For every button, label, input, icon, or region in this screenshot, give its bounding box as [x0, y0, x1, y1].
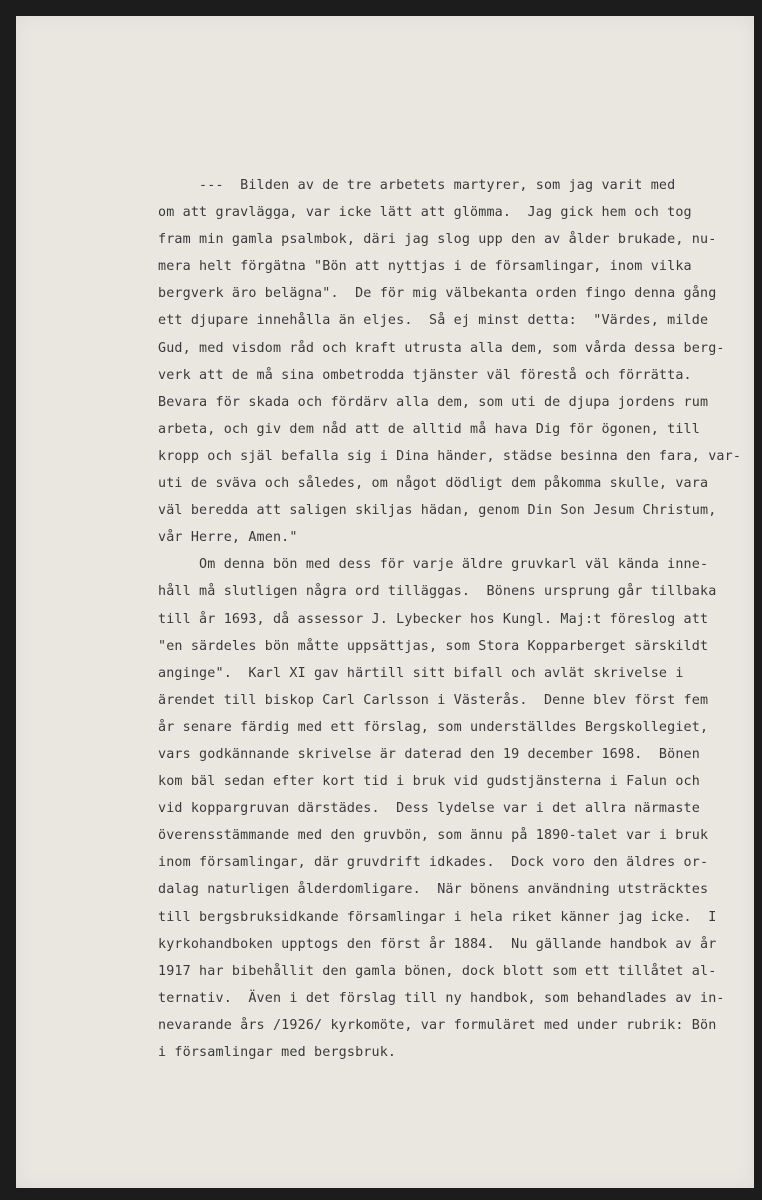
text-line: --- Bilden av de tre arbetets martyrer, som jag varit med [158, 178, 676, 193]
text-line: kyrkohandboken upptogs den först år 1884. Nu gällande handbok av år [158, 936, 717, 952]
text-line: verk att de må sina ombetrodda tjänster väl förestå och förrätta. [158, 367, 692, 383]
text-line: vars godkännande skrivelse är daterad den 19 december 1698. Bönen [158, 746, 700, 762]
paragraph [158, 551, 748, 1066]
text-line: arbeta, och giv dem nåd att de alltid må hava Dig för ögonen, till [158, 421, 700, 437]
text-line: uti de sväva och således, om något dödligt dem påkomma skulle, vara [158, 476, 709, 492]
text-line: "en särdeles bön måtte uppsättjas, som Stora Kopparberget särskildt [158, 638, 709, 654]
text-line: i församlingar med bergsbruk. [158, 1045, 397, 1060]
page-text [158, 172, 748, 1066]
text-line: ett djupare innehålla än eljes. Så ej minst detta: "Värdes, milde [158, 313, 709, 329]
text-line: Om denna bön med dess för varje äldre gruvkarl väl kända inne- [158, 557, 709, 573]
text-line: till år 1693, då assessor J. Lybecker hos Kungl. Maj:t föreslog att [158, 611, 709, 627]
text-line: dalag naturligen ålderdomligare. När bönens användning utsträcktes [158, 882, 709, 898]
text-line: överensstämmande med den gruvbön, som ännu på 1890-talet var i bruk [158, 828, 709, 844]
text-line: anginge". Karl XI gav härtill sitt bifall och avlät skrivelse i [158, 665, 684, 681]
text-line: ärendet till biskop Carl Carlsson i Västerås. Denne blev först fem [158, 692, 709, 708]
text-line: vid koppargruvan därstädes. Dess lydelse var i det allra närmaste [158, 801, 700, 817]
text-line: mera helt förgätna "Bön att nyttjas i de församlingar, inom vilka [158, 259, 692, 275]
text-line: 1917 har bibehållit den gamla bönen, dock blott som ett tillåtet al- [158, 963, 717, 979]
text-line: ternativ. Även i det förslag till ny handbok, som behandlades av in- [158, 990, 725, 1006]
paragraph [158, 172, 748, 551]
text-line: kropp och själ befalla sig i Dina händer, städse besinna den fara, var- [158, 448, 742, 464]
text-line: till bergsbruksidkande församlingar i hela riket känner jag icke. I [158, 909, 717, 925]
text-line: kom bäl sedan efter kort tid i bruk vid gudstjänsterna i Falun och [158, 774, 700, 790]
text-line: Gud, med visdom råd och kraft utrusta alla dem, som vårda dessa berg- [158, 340, 725, 356]
text-line: år senare färdig med ett förslag, som underställdes Bergskollegiet, [158, 719, 709, 735]
text-line: håll må slutligen några ord tilläggas. Bönens ursprung går tillbaka [158, 584, 717, 600]
text-line: nevarande års /1926/ kyrkomöte, var formuläret med under rubrik: Bön [158, 1017, 717, 1033]
text-line: väl beredda att saligen skiljas hädan, genom Din Son Jesum Christum, [158, 503, 717, 519]
text-line: bergverk äro belägna". De för mig välbekanta orden fingo denna gång [158, 286, 717, 302]
text-line: om att gravlägga, var icke lätt att glömma. Jag gick hem och tog [158, 205, 692, 221]
text-line: fram min gamla psalmbok, däri jag slog upp den av ålder brukade, nu- [158, 232, 717, 248]
text-line: Bevara för skada och fördärv alla dem, som uti de djupa jordens rum [158, 394, 709, 410]
text-line: inom församlingar, där gruvdrift idkades. Dock voro den äldres or- [158, 855, 709, 871]
text-line: vår Herre, Amen." [158, 530, 298, 546]
